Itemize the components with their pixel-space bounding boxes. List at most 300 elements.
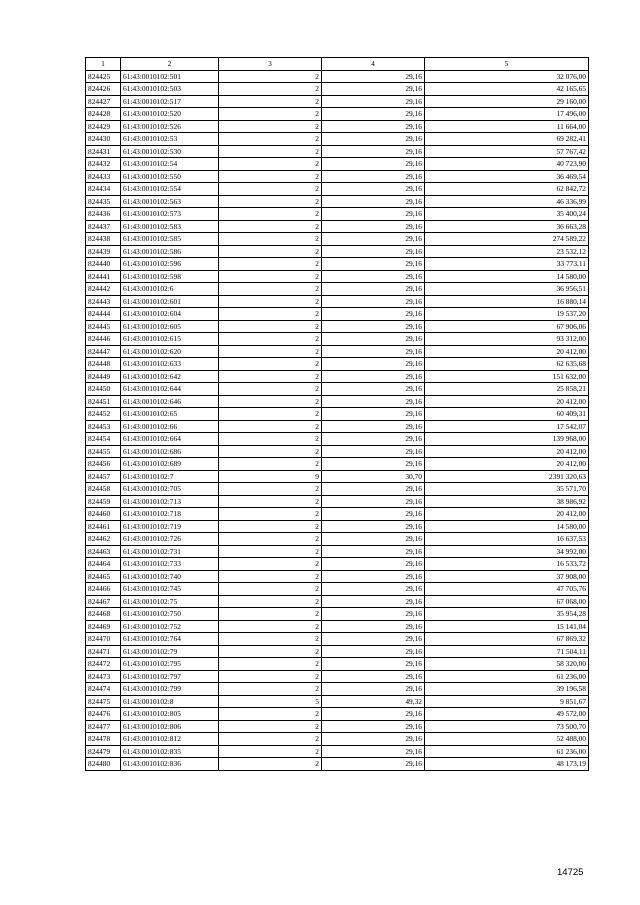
- amount-cell: 16 880,14: [425, 295, 589, 308]
- amount-cell: 73 500,70: [425, 720, 589, 733]
- row-number-cell: 824454: [86, 433, 121, 446]
- table-row: [86, 395, 589, 408]
- count-cell: 2: [219, 208, 322, 221]
- amount-cell: 58 320,00: [425, 658, 589, 671]
- count-cell: 2: [219, 258, 322, 271]
- cadastral-number-cell: 61:43:0010102:689: [121, 458, 219, 471]
- table-row: [86, 408, 589, 421]
- rate-cell: 29,16: [322, 733, 425, 746]
- count-cell: 2: [219, 645, 322, 658]
- row-number-cell: 824432: [86, 158, 121, 171]
- cadastral-number-cell: 61:43:0010102:75: [121, 595, 219, 608]
- count-cell: 2: [219, 683, 322, 696]
- row-number-cell: 824461: [86, 520, 121, 533]
- cadastral-number-cell: 61:43:0010102:805: [121, 708, 219, 721]
- amount-cell: 9 851,67: [425, 695, 589, 708]
- cadastral-number-cell: 61:43:0010102:633: [121, 358, 219, 371]
- row-number-cell: 824435: [86, 195, 121, 208]
- amount-cell: 2391 320,63: [425, 470, 589, 483]
- cadastral-number-cell: 61:43:0010102:719: [121, 520, 219, 533]
- amount-cell: 67 068,00: [425, 595, 589, 608]
- amount-cell: 62 842,72: [425, 183, 589, 196]
- table-row: [86, 620, 589, 633]
- count-cell: 2: [219, 620, 322, 633]
- row-number-cell: 824455: [86, 445, 121, 458]
- rate-cell: 29,16: [322, 383, 425, 396]
- row-number-cell: 824425: [86, 70, 121, 83]
- cadastral-number-cell: 61:43:0010102:65: [121, 408, 219, 421]
- rate-cell: 29,16: [322, 83, 425, 96]
- cadastral-number-cell: 61:43:0010102:718: [121, 508, 219, 521]
- rate-cell: 29,16: [322, 408, 425, 421]
- row-number-cell: 824447: [86, 345, 121, 358]
- row-number-cell: 824451: [86, 395, 121, 408]
- table-row: [86, 483, 589, 496]
- row-number-cell: 824436: [86, 208, 121, 221]
- cadastral-number-cell: 61:43:0010102:836: [121, 758, 219, 771]
- amount-cell: 40 723,90: [425, 158, 589, 171]
- cadastral-number-cell: 61:43:0010102:835: [121, 745, 219, 758]
- cadastral-number-cell: 61:43:0010102:731: [121, 545, 219, 558]
- cadastral-number-cell: 61:43:0010102:596: [121, 258, 219, 271]
- count-cell: 2: [219, 170, 322, 183]
- amount-cell: 60 409,31: [425, 408, 589, 421]
- row-number-cell: 824434: [86, 183, 121, 196]
- table-row: [86, 458, 589, 471]
- rate-cell: 29,16: [322, 145, 425, 158]
- count-cell: 5: [219, 695, 322, 708]
- rate-cell: 29,16: [322, 658, 425, 671]
- count-cell: 2: [219, 83, 322, 96]
- count-cell: 2: [219, 495, 322, 508]
- rate-cell: 29,16: [322, 158, 425, 171]
- table-row: [86, 495, 589, 508]
- table-row: [86, 633, 589, 646]
- cadastral-number-cell: 61:43:0010102:585: [121, 233, 219, 246]
- amount-cell: 48 173,19: [425, 758, 589, 771]
- count-cell: 2: [219, 183, 322, 196]
- cadastral-number-cell: 61:43:0010102:644: [121, 383, 219, 396]
- table-row: [86, 595, 589, 608]
- rate-cell: 29,16: [322, 570, 425, 583]
- cadastral-number-cell: 61:43:0010102:797: [121, 670, 219, 683]
- table-row: [86, 383, 589, 396]
- column-header-2: 2: [121, 58, 219, 71]
- registry-table-container: [85, 57, 588, 771]
- count-cell: 2: [219, 558, 322, 571]
- amount-cell: 57 767,42: [425, 145, 589, 158]
- table-row: [86, 545, 589, 558]
- amount-cell: 29 160,00: [425, 95, 589, 108]
- cadastral-number-cell: 61:43:0010102:53: [121, 133, 219, 146]
- count-cell: 2: [219, 108, 322, 121]
- table-row: [86, 745, 589, 758]
- rate-cell: 29,16: [322, 120, 425, 133]
- amount-cell: 19 537,20: [425, 308, 589, 321]
- count-cell: 2: [219, 408, 322, 421]
- rate-cell: 29,16: [322, 620, 425, 633]
- cadastral-number-cell: 61:43:0010102:686: [121, 445, 219, 458]
- count-cell: 2: [219, 420, 322, 433]
- table-row: [86, 295, 589, 308]
- amount-cell: 151 632,00: [425, 370, 589, 383]
- count-cell: 2: [219, 95, 322, 108]
- amount-cell: 69 282,41: [425, 133, 589, 146]
- count-cell: 2: [219, 145, 322, 158]
- amount-cell: 35 954,28: [425, 608, 589, 621]
- table-row: [86, 708, 589, 721]
- cadastral-number-cell: 61:43:0010102:752: [121, 620, 219, 633]
- amount-cell: 93 312,00: [425, 333, 589, 346]
- amount-cell: 36 956,51: [425, 283, 589, 296]
- amount-cell: 35 571,70: [425, 483, 589, 496]
- count-cell: 2: [219, 633, 322, 646]
- rate-cell: 29,16: [322, 495, 425, 508]
- amount-cell: 35 400,24: [425, 208, 589, 221]
- table-row: [86, 183, 589, 196]
- count-cell: 2: [219, 120, 322, 133]
- amount-cell: 42 165,65: [425, 83, 589, 96]
- cadastral-number-cell: 61:43:0010102:799: [121, 683, 219, 696]
- cadastral-number-cell: 61:43:0010102:664: [121, 433, 219, 446]
- table-row: [86, 158, 589, 171]
- rate-cell: 29,16: [322, 595, 425, 608]
- amount-cell: 20 412,00: [425, 345, 589, 358]
- amount-cell: 49 572,00: [425, 708, 589, 721]
- amount-cell: 39 196,58: [425, 683, 589, 696]
- rate-cell: 29,16: [322, 333, 425, 346]
- table-row: [86, 370, 589, 383]
- amount-cell: 16 637,53: [425, 533, 589, 546]
- count-cell: 2: [219, 670, 322, 683]
- count-cell: 2: [219, 345, 322, 358]
- cadastral-number-cell: 61:43:0010102:517: [121, 95, 219, 108]
- table-row: [86, 283, 589, 296]
- cadastral-number-cell: 61:43:0010102:812: [121, 733, 219, 746]
- table-row: [86, 333, 589, 346]
- rate-cell: 29,16: [322, 683, 425, 696]
- amount-cell: 20 412,00: [425, 445, 589, 458]
- cadastral-number-cell: 61:43:0010102:586: [121, 245, 219, 258]
- count-cell: 2: [219, 320, 322, 333]
- rate-cell: 29,16: [322, 320, 425, 333]
- row-number-cell: 824452: [86, 408, 121, 421]
- count-cell: 2: [219, 445, 322, 458]
- row-number-cell: 824448: [86, 358, 121, 371]
- cadastral-number-cell: 61:43:0010102:573: [121, 208, 219, 221]
- amount-cell: 15 141,04: [425, 620, 589, 633]
- table-row: [86, 533, 589, 546]
- table-row: [86, 720, 589, 733]
- amount-cell: 14 580,00: [425, 520, 589, 533]
- count-cell: 2: [219, 395, 322, 408]
- row-number-cell: 824441: [86, 270, 121, 283]
- amount-cell: 36 469,54: [425, 170, 589, 183]
- cadastral-number-cell: 61:43:0010102:745: [121, 583, 219, 596]
- amount-cell: 139 968,00: [425, 433, 589, 446]
- amount-cell: 61 236,00: [425, 745, 589, 758]
- count-cell: 2: [219, 220, 322, 233]
- row-number-cell: 824478: [86, 733, 121, 746]
- table-row: [86, 95, 589, 108]
- rate-cell: 29,16: [322, 708, 425, 721]
- cadastral-number-cell: 61:43:0010102:550: [121, 170, 219, 183]
- rate-cell: 29,16: [322, 608, 425, 621]
- cadastral-number-cell: 61:43:0010102:530: [121, 145, 219, 158]
- rate-cell: 29,16: [322, 233, 425, 246]
- rate-cell: 29,16: [322, 520, 425, 533]
- table-row: [86, 270, 589, 283]
- rate-cell: 29,16: [322, 308, 425, 321]
- row-number-cell: 824453: [86, 420, 121, 433]
- count-cell: 2: [219, 483, 322, 496]
- table-row: [86, 658, 589, 671]
- cadastral-number-cell: 61:43:0010102:583: [121, 220, 219, 233]
- cadastral-number-cell: 61:43:0010102:7: [121, 470, 219, 483]
- row-number-cell: 824474: [86, 683, 121, 696]
- table-row: [86, 120, 589, 133]
- table-row: [86, 558, 589, 571]
- rate-cell: 29,16: [322, 70, 425, 83]
- table-row: [86, 245, 589, 258]
- cadastral-number-cell: 61:43:0010102:615: [121, 333, 219, 346]
- rate-cell: 29,16: [322, 283, 425, 296]
- amount-cell: 36 663,28: [425, 220, 589, 233]
- table-row: [86, 583, 589, 596]
- row-number-cell: 824457: [86, 470, 121, 483]
- count-cell: 2: [219, 70, 322, 83]
- table-row: [86, 433, 589, 446]
- cadastral-number-cell: 61:43:0010102:503: [121, 83, 219, 96]
- column-header-4: 4: [322, 58, 425, 71]
- rate-cell: 30,70: [322, 470, 425, 483]
- rate-cell: 29,16: [322, 95, 425, 108]
- amount-cell: 20 412,00: [425, 395, 589, 408]
- cadastral-number-cell: 61:43:0010102:520: [121, 108, 219, 121]
- row-number-cell: 824430: [86, 133, 121, 146]
- amount-cell: 71 504,11: [425, 645, 589, 658]
- row-number-cell: 824433: [86, 170, 121, 183]
- amount-cell: 14 580,00: [425, 270, 589, 283]
- table-body: [86, 70, 589, 770]
- row-number-cell: 824445: [86, 320, 121, 333]
- row-number-cell: 824460: [86, 508, 121, 521]
- rate-cell: 29,16: [322, 195, 425, 208]
- table-row: [86, 670, 589, 683]
- cadastral-number-cell: 61:43:0010102:806: [121, 720, 219, 733]
- row-number-cell: 824439: [86, 245, 121, 258]
- cadastral-number-cell: 61:43:0010102:750: [121, 608, 219, 621]
- amount-cell: 67 906,06: [425, 320, 589, 333]
- row-number-cell: 824472: [86, 658, 121, 671]
- table-row: [86, 683, 589, 696]
- rate-cell: 29,16: [322, 183, 425, 196]
- count-cell: 2: [219, 570, 322, 583]
- table-row: [86, 345, 589, 358]
- count-cell: 2: [219, 758, 322, 771]
- row-number-cell: 824464: [86, 558, 121, 571]
- cadastral-number-cell: 61:43:0010102:726: [121, 533, 219, 546]
- row-number-cell: 824450: [86, 383, 121, 396]
- cadastral-number-cell: 61:43:0010102:733: [121, 558, 219, 571]
- count-cell: 2: [219, 545, 322, 558]
- count-cell: 2: [219, 720, 322, 733]
- count-cell: 2: [219, 745, 322, 758]
- count-cell: 2: [219, 158, 322, 171]
- count-cell: 2: [219, 458, 322, 471]
- cadastral-number-cell: 61:43:0010102:66: [121, 420, 219, 433]
- rate-cell: 29,16: [322, 533, 425, 546]
- count-cell: 2: [219, 708, 322, 721]
- amount-cell: 11 664,00: [425, 120, 589, 133]
- table-row: [86, 308, 589, 321]
- count-cell: 2: [219, 195, 322, 208]
- cadastral-number-cell: 61:43:0010102:605: [121, 320, 219, 333]
- cadastral-number-cell: 61:43:0010102:563: [121, 195, 219, 208]
- table-row: [86, 695, 589, 708]
- count-cell: 9: [219, 470, 322, 483]
- count-cell: 2: [219, 358, 322, 371]
- rate-cell: 29,16: [322, 670, 425, 683]
- row-number-cell: 824429: [86, 120, 121, 133]
- rate-cell: 29,16: [322, 208, 425, 221]
- rate-cell: 29,16: [322, 508, 425, 521]
- table-row: [86, 358, 589, 371]
- cadastral-number-cell: 61:43:0010102:642: [121, 370, 219, 383]
- rate-cell: 29,16: [322, 370, 425, 383]
- table-row: [86, 608, 589, 621]
- row-number-cell: 824466: [86, 583, 121, 596]
- amount-cell: 52 488,00: [425, 733, 589, 746]
- table-header-row: [86, 58, 589, 71]
- amount-cell: 16 533,72: [425, 558, 589, 571]
- cadastral-number-cell: 61:43:0010102:554: [121, 183, 219, 196]
- row-number-cell: 824471: [86, 645, 121, 658]
- row-number-cell: 824473: [86, 670, 121, 683]
- rate-cell: 29,16: [322, 258, 425, 271]
- cadastral-number-cell: 61:43:0010102:601: [121, 295, 219, 308]
- row-number-cell: 824470: [86, 633, 121, 646]
- cadastral-number-cell: 61:43:0010102:598: [121, 270, 219, 283]
- amount-cell: 17 542,07: [425, 420, 589, 433]
- rate-cell: 29,16: [322, 558, 425, 571]
- amount-cell: 32 076,00: [425, 70, 589, 83]
- row-number-cell: 824427: [86, 95, 121, 108]
- registry-table: [85, 57, 589, 771]
- count-cell: 2: [219, 283, 322, 296]
- cadastral-number-cell: 61:43:0010102:795: [121, 658, 219, 671]
- count-cell: 2: [219, 533, 322, 546]
- amount-cell: 20 412,00: [425, 508, 589, 521]
- table-row: [86, 145, 589, 158]
- rate-cell: 29,16: [322, 170, 425, 183]
- table-row: [86, 108, 589, 121]
- row-number-cell: 824468: [86, 608, 121, 621]
- count-cell: 2: [219, 133, 322, 146]
- table-row: [86, 233, 589, 246]
- amount-cell: 38 986,92: [425, 495, 589, 508]
- count-cell: 2: [219, 270, 322, 283]
- row-number-cell: 824456: [86, 458, 121, 471]
- rate-cell: 29,16: [322, 220, 425, 233]
- table-row: [86, 520, 589, 533]
- rate-cell: 29,16: [322, 108, 425, 121]
- column-header-3: 3: [219, 58, 322, 71]
- amount-cell: 46 336,99: [425, 195, 589, 208]
- row-number-cell: 824477: [86, 720, 121, 733]
- amount-cell: 62 635,68: [425, 358, 589, 371]
- cadastral-number-cell: 61:43:0010102:6: [121, 283, 219, 296]
- count-cell: 2: [219, 370, 322, 383]
- rate-cell: 49,32: [322, 695, 425, 708]
- cadastral-number-cell: 61:43:0010102:740: [121, 570, 219, 583]
- count-cell: 2: [219, 333, 322, 346]
- amount-cell: 61 236,00: [425, 670, 589, 683]
- cadastral-number-cell: 61:43:0010102:620: [121, 345, 219, 358]
- row-number-cell: 824458: [86, 483, 121, 496]
- cadastral-number-cell: 61:43:0010102:764: [121, 633, 219, 646]
- table-row: [86, 733, 589, 746]
- row-number-cell: 824443: [86, 295, 121, 308]
- count-cell: 2: [219, 308, 322, 321]
- amount-cell: 274 589,22: [425, 233, 589, 246]
- count-cell: 2: [219, 433, 322, 446]
- cadastral-number-cell: 61:43:0010102:604: [121, 308, 219, 321]
- rate-cell: 29,16: [322, 345, 425, 358]
- rate-cell: 29,16: [322, 645, 425, 658]
- row-number-cell: 824475: [86, 695, 121, 708]
- amount-cell: 47 705,76: [425, 583, 589, 596]
- cadastral-number-cell: 61:43:0010102:501: [121, 70, 219, 83]
- row-number-cell: 824431: [86, 145, 121, 158]
- rate-cell: 29,16: [322, 758, 425, 771]
- count-cell: 2: [219, 583, 322, 596]
- row-number-cell: 824446: [86, 333, 121, 346]
- count-cell: 2: [219, 520, 322, 533]
- count-cell: 2: [219, 508, 322, 521]
- row-number-cell: 824426: [86, 83, 121, 96]
- count-cell: 2: [219, 245, 322, 258]
- rate-cell: 29,16: [322, 395, 425, 408]
- rate-cell: 29,16: [322, 720, 425, 733]
- amount-cell: 17 496,00: [425, 108, 589, 121]
- rate-cell: 29,16: [322, 133, 425, 146]
- cadastral-number-cell: 61:43:0010102:79: [121, 645, 219, 658]
- amount-cell: 33 773,11: [425, 258, 589, 271]
- rate-cell: 29,16: [322, 295, 425, 308]
- cadastral-number-cell: 61:43:0010102:705: [121, 483, 219, 496]
- amount-cell: 67 869,32: [425, 633, 589, 646]
- table-row: [86, 645, 589, 658]
- count-cell: 2: [219, 383, 322, 396]
- row-number-cell: 824480: [86, 758, 121, 771]
- amount-cell: 25 858,21: [425, 383, 589, 396]
- table-row: [86, 570, 589, 583]
- table-row: [86, 758, 589, 771]
- table-row: [86, 420, 589, 433]
- table-row: [86, 195, 589, 208]
- row-number-cell: 824469: [86, 620, 121, 633]
- table-row: [86, 133, 589, 146]
- cadastral-number-cell: 61:43:0010102:8: [121, 695, 219, 708]
- table-row: [86, 70, 589, 83]
- table-row: [86, 445, 589, 458]
- table-row: [86, 170, 589, 183]
- cadastral-number-cell: 61:43:0010102:646: [121, 395, 219, 408]
- rate-cell: 29,16: [322, 433, 425, 446]
- row-number-cell: 824442: [86, 283, 121, 296]
- row-number-cell: 824444: [86, 308, 121, 321]
